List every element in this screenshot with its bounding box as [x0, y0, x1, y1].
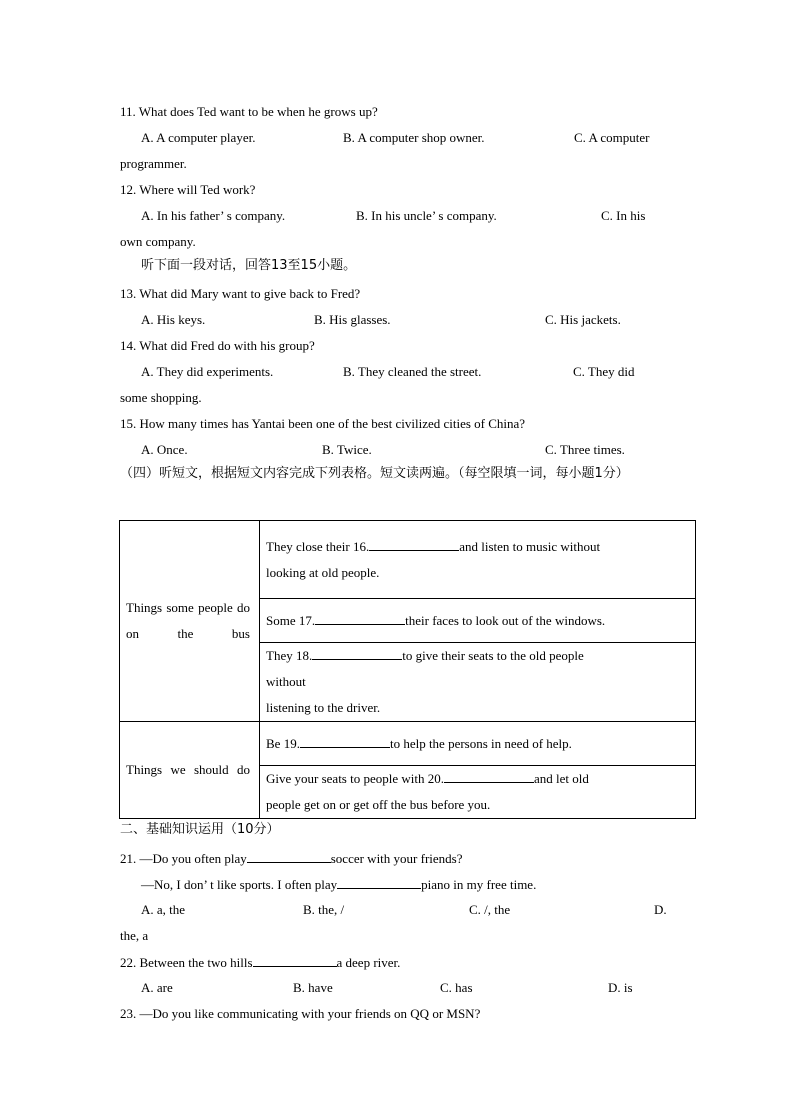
- row17-suffix: their faces to look out of the windows.: [405, 612, 606, 628]
- blank-19[interactable]: [300, 735, 390, 748]
- row18-continuation-1: without: [266, 674, 306, 689]
- row16-suffix: and listen to music without: [459, 538, 601, 554]
- blank-17[interactable]: [315, 612, 405, 625]
- row16-continuation: looking at old people.: [266, 564, 380, 580]
- table-label-some-people: [120, 521, 260, 722]
- row17-prefix: Some 17.: [266, 612, 316, 628]
- table-cell-18: [260, 643, 696, 722]
- listen-note: 听下面一段对话，回答13至15小题。: [141, 258, 357, 273]
- q13-question: 13. What did Mary want to give back to Fred?: [120, 286, 361, 301]
- q21-line1-prefix: 21. —Do you often play: [120, 851, 247, 866]
- table-cell-19: [260, 722, 696, 766]
- q21-line2-prefix: —No, I don’ t like sports. I often play: [141, 877, 338, 892]
- row20-prefix: Give your seats to people with 20.: [266, 771, 444, 786]
- q11-option-c: C. A computer: [574, 130, 650, 145]
- notes-table: [119, 520, 696, 819]
- row18-suffix: to give their seats to the old people: [402, 648, 584, 663]
- q21-line1-suffix: soccer with your friends?: [330, 851, 463, 866]
- q12-option-b: B. In his uncle’ s company.: [356, 208, 497, 223]
- q21-option-a: A. a, the: [141, 902, 186, 917]
- row20-suffix: and let old: [534, 771, 589, 786]
- table-label-we-should: [120, 722, 260, 819]
- q22-option-c: C. has: [440, 980, 473, 995]
- row19-suffix: to help the persons in need of help.: [389, 735, 572, 751]
- row19-prefix: Be 19.: [266, 735, 300, 751]
- q21-line2: [141, 876, 536, 893]
- q22-option-a: A. are: [141, 980, 173, 995]
- label-we-should-text: Things we should do: [126, 762, 250, 777]
- q13-option-c: C. His jackets.: [545, 312, 621, 327]
- q21-blank-1[interactable]: [247, 850, 331, 863]
- q15-option-a: A. Once.: [141, 442, 188, 457]
- row20-continuation: people get on or get off the bus before you.: [266, 797, 491, 812]
- table-cell-17: [260, 599, 696, 643]
- q14-option-a: A. They did experiments.: [141, 364, 274, 379]
- q13-option-a: A. His keys.: [141, 312, 206, 327]
- label-some-people-text: Things some people do on the bus: [126, 600, 250, 641]
- q14-question: 14. What did Fred do with his group?: [120, 338, 315, 353]
- q12-option-c: C. In his: [601, 208, 646, 223]
- q22-blank[interactable]: [253, 954, 337, 967]
- blank-18[interactable]: [312, 647, 402, 660]
- q14-option-b: B. They cleaned the street.: [343, 364, 482, 379]
- q23-question: 23. —Do you like communicating with your friends on QQ or MSN?: [120, 1006, 481, 1021]
- q11-option-b: B. A computer shop owner.: [343, 130, 485, 145]
- q21-option-b: B. the, /: [303, 902, 345, 917]
- q12-option-c-cont: own company.: [120, 234, 196, 249]
- q15-option-c: C. Three times.: [545, 442, 625, 457]
- q11-question: 11. What does Ted want to be when he grows up?: [120, 104, 378, 119]
- q14-option-c: C. They did: [573, 364, 635, 379]
- part4-heading: （四）听短文，根据短文内容完成下列表格。短文读两遍。（每空限填一词，每小题1分）: [120, 466, 629, 481]
- q12-option-a: A. In his father’ s company.: [141, 208, 286, 223]
- blank-16[interactable]: [369, 538, 459, 551]
- q22-option-d: D. is: [608, 980, 633, 995]
- q22-suffix: a deep river.: [336, 955, 401, 970]
- q21-line1: [120, 850, 463, 867]
- q22-question: [120, 954, 400, 971]
- q21-option-d-cont: the, a: [120, 928, 149, 943]
- table-cell-20: [260, 766, 696, 819]
- q15-option-b: B. Twice.: [322, 442, 372, 457]
- row18-continuation-2: listening to the driver.: [266, 700, 381, 715]
- q15-question: 15. How many times has Yantai been one of the best civilized cities of China?: [120, 416, 526, 431]
- q13-option-b: B. His glasses.: [314, 312, 391, 327]
- q21-option-d: D.: [654, 902, 667, 917]
- row18-prefix: They 18.: [266, 648, 313, 663]
- q22-option-b: B. have: [293, 980, 333, 995]
- q14-option-c-cont: some shopping.: [120, 390, 202, 405]
- q11-option-a: A. A computer player.: [141, 130, 256, 145]
- row16-prefix: They close their 16.: [266, 538, 370, 554]
- q21-blank-2[interactable]: [337, 876, 421, 889]
- q12-question: 12. Where will Ted work?: [120, 182, 256, 197]
- q21-line2-suffix: piano in my free time.: [421, 877, 537, 892]
- blank-20[interactable]: [444, 770, 534, 783]
- q11-option-c-cont: programmer.: [120, 156, 187, 171]
- q22-prefix: 22. Between the two hills: [120, 955, 253, 970]
- table-cell-16: [260, 521, 696, 599]
- part2-heading: 二、基础知识运用（10分）: [120, 822, 280, 837]
- q21-option-c: C. /, the: [469, 902, 511, 917]
